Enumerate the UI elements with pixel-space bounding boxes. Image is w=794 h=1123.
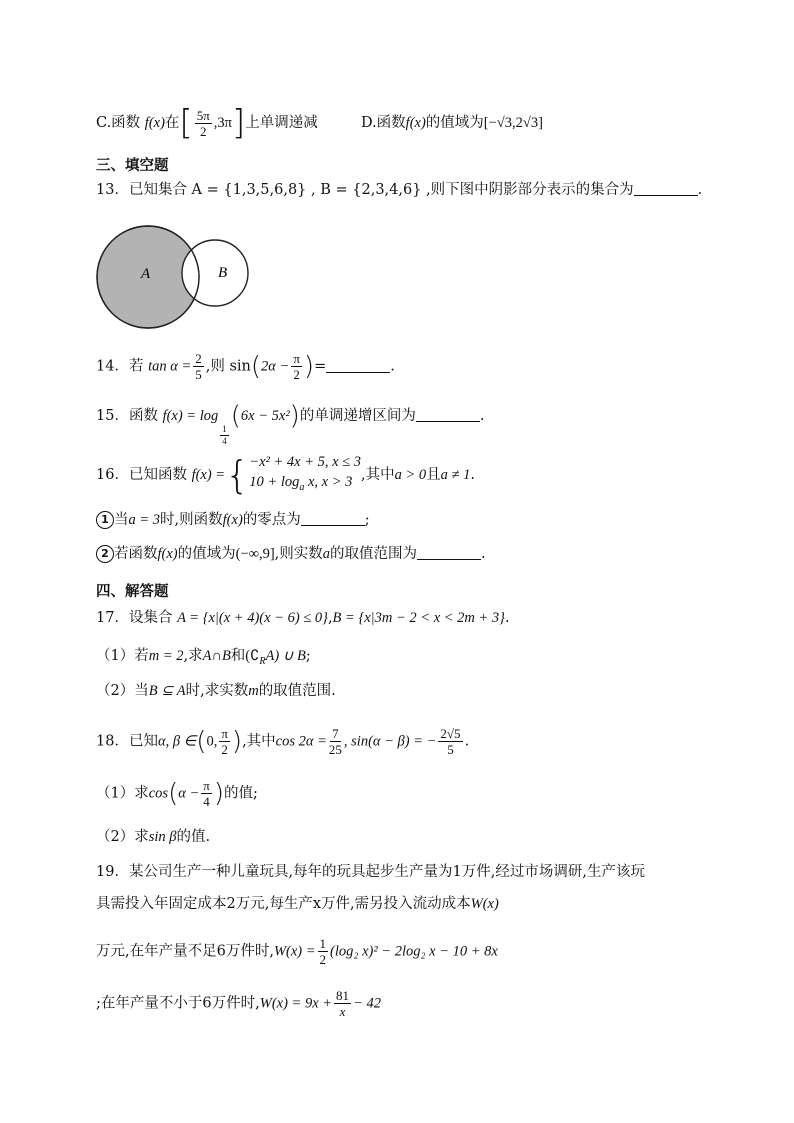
q17-line <box>96 607 510 629</box>
q15-end: . <box>479 408 485 424</box>
q16-a-not-one: a ≠ 1 <box>440 467 471 483</box>
q17-s2d: 的取值范围. <box>258 683 336 699</box>
q13-text: 13．已知集合 A = {1,3,5,6,8} , B = {2,3,4,6} ,则下图中阴影部分表示的集合为 . <box>96 182 703 198</box>
q16-case1: −x² + 4x + 5, x ≤ 3 <box>249 454 361 470</box>
option-d-fx: f(x) <box>405 115 426 131</box>
q16-p2f: 的取值范围为 <box>330 546 418 562</box>
q16-p2: 若函数 <box>114 546 158 562</box>
q16-p1b: 时,则函数 <box>160 512 223 528</box>
q15-arg: 6x − 5x² <box>240 408 290 424</box>
q17-s1: （1）若 <box>96 648 149 664</box>
q18-range-l: 0, <box>206 733 218 750</box>
paren-right: ) <box>213 778 224 809</box>
q17-s1b: ,求 <box>183 648 203 664</box>
q14-eq: = <box>314 358 327 375</box>
q17-s1g: ; <box>305 648 311 664</box>
q19-l4: ;在年产量不小于6万件时, <box>96 995 260 1012</box>
q16-p1a: a = 3 <box>128 512 161 528</box>
q15-expr: f(x) = log <box>162 408 219 424</box>
q16-fx: f(x) = <box>191 467 226 483</box>
option-c-right: ,3π <box>213 115 232 131</box>
q18-sub1 <box>96 779 258 808</box>
q19-l4w: W(x) = 9x + <box>259 995 333 1012</box>
option-c-suffix: 上单调递减 <box>245 115 318 131</box>
q18-head: 18．已知 <box>96 733 158 750</box>
paren-left: ( <box>196 726 207 757</box>
q18-end: . <box>464 733 470 750</box>
q17-head: 17．设集合 <box>96 610 173 626</box>
q18-s1c: 的值; <box>224 785 258 802</box>
q19-line2 <box>96 893 499 915</box>
q19-l2: 具需投入年固定成本2万元,每生产x万件,需另投入流动成本 <box>96 896 471 912</box>
q16-p2g: . <box>481 546 486 562</box>
q16-cases <box>249 452 361 498</box>
q14-arg: 2α − <box>261 358 290 375</box>
q19-l3w: W(x) = <box>273 943 316 960</box>
q18-pi-fraction: $\frac{\pi}{2}$ <box>221 726 228 757</box>
venn-diagram <box>96 220 256 340</box>
q17-s1d: 和 <box>230 648 246 664</box>
q15-log-base: $\frac{1}{4}$ <box>222 424 227 446</box>
q16-prefix: 16．已知函数 <box>96 467 187 483</box>
q18-line <box>96 727 469 756</box>
q16-and: 且 <box>426 467 441 483</box>
q16-p1e: ; <box>364 512 370 528</box>
q18-s2: （2）求 <box>96 829 149 845</box>
q16-part2 <box>96 543 486 565</box>
q16-end: . <box>470 467 475 483</box>
q17-sub1: （1）若m = 2,求A∩B和$(∁_RA)$ ∪ B; <box>96 648 311 667</box>
q17-sub2 <box>96 680 336 702</box>
q18-s2b: 的值. <box>176 829 211 845</box>
q14-prefix: 14．若 <box>96 358 144 375</box>
q16-p2e: a <box>322 546 331 562</box>
q18-sin: , sin(α − β) = − <box>343 733 437 750</box>
q16-line <box>96 452 475 498</box>
q14-answer-blank[interactable] <box>326 358 390 373</box>
option-d-range: [−√3,2√3] <box>483 115 543 131</box>
q19-line3 <box>96 937 498 966</box>
q16-part1 <box>96 509 370 531</box>
q18-s1: （1）求 <box>96 785 149 802</box>
q16-p2c: (−∞,9] <box>235 546 275 562</box>
q18-s1b: α − <box>178 785 200 802</box>
q16-p1: 当 <box>114 512 129 528</box>
q14-fraction: $\frac{2}{5}$ <box>195 351 202 382</box>
q13-statement: 13．已知集合 A = {1,3,5,6,8} , B = {2,3,4,6} ,则下图中阴影部分表示的集合为 <box>96 182 634 198</box>
bracket-right: ] <box>231 103 246 143</box>
venn-label-b: B <box>218 265 228 281</box>
q14-pi-fraction: $\frac{\pi}{2}$ <box>293 351 300 382</box>
q16-part1-marker: 1 <box>96 511 114 529</box>
q18-sin-fraction: $\frac{2√5}{5}$ <box>440 726 461 757</box>
q15-prefix: 15．函数 <box>96 408 158 424</box>
paren-left: ( <box>230 401 241 431</box>
q13-answer-blank[interactable] <box>634 181 698 196</box>
paren-right: ) <box>303 351 315 382</box>
q17-s1e: (∁ <box>245 648 260 664</box>
paren-left: ( <box>250 351 262 382</box>
q19-l2w: W(x) <box>470 896 499 912</box>
option-c-prefix: C.函数 <box>96 115 141 131</box>
q16-part1-blank[interactable] <box>301 511 365 526</box>
option-c-fraction: $\frac{5\pi}{2}$ <box>196 107 210 139</box>
q17-end: . <box>504 610 510 626</box>
q15-line <box>96 403 484 446</box>
q16-p2b: 的值域为 <box>177 546 236 562</box>
q17-set-b: B = {x|3m − 2 < x < 2m + 3} <box>332 610 505 626</box>
q14-mid: ,则 sin <box>205 358 251 375</box>
q18-sub2 <box>96 826 210 848</box>
q16-part2-marker: 2 <box>96 545 114 563</box>
bracket-left: [ <box>179 103 193 143</box>
q17-s1a: m = 2 <box>148 648 184 664</box>
q16-p2d: ,则实数 <box>274 546 323 562</box>
q17-set-a: A = {x|(x + 4)(x − 6) ≤ 0} <box>177 610 328 626</box>
q18-s1a: cos <box>148 785 169 802</box>
option-c-fx: f(x) <box>144 115 165 131</box>
option-d-mid: 的值域为 <box>425 115 484 131</box>
q17-s2b: 时,求实数 <box>185 683 249 699</box>
q16-p2a: f(x) <box>157 546 178 562</box>
q18-s2a: sin β <box>148 829 177 845</box>
section-fill-blank-title: 三、填空题 <box>96 158 169 174</box>
q14-end: . <box>390 358 395 375</box>
q18-cos-fraction: $\frac{7}{25}$ <box>328 726 342 757</box>
paren-left: ( <box>168 778 179 809</box>
q19-l3e: (log₂ x)² − 2log₂ x − 10 + 8x <box>330 943 498 960</box>
q19-half-fraction: $\frac{1}{2}$ <box>319 936 327 967</box>
q18-cos: cos 2α = <box>275 733 327 750</box>
q19-line4 <box>96 989 381 1018</box>
q16-brace: { <box>225 453 250 497</box>
q14-tan: tan α = <box>148 358 192 375</box>
q17-s2a: B ⊆ A <box>148 683 186 699</box>
q14-line <box>96 352 395 381</box>
q18-cond: ,其中 <box>242 733 276 750</box>
q17-s1c: A∩B <box>202 648 231 664</box>
q16-a-positive: a > 0 <box>394 467 427 483</box>
q16-case2: $10 + \log_a x$, x > 3 <box>249 474 353 493</box>
paren-right: ) <box>231 726 243 757</box>
q16-part2-blank[interactable] <box>417 545 481 560</box>
q18-s1-fraction: $\frac{\pi}{4}$ <box>203 778 210 809</box>
option-d-prefix: D.函数 <box>360 115 406 131</box>
q17-s1f: A) ∪ B <box>265 648 306 664</box>
q19-81x-fraction: $\frac{81}{x}$ <box>336 988 350 1019</box>
q16-cond: ,其中 <box>361 467 395 483</box>
q15-answer-blank[interactable] <box>416 407 480 422</box>
q17-comma: , <box>327 610 333 626</box>
q15-suffix: 的单调递增区间为 <box>299 408 416 424</box>
q19-line1: 19．某公司生产一种儿童玩具,每年的玩具起步生产量为1万件,经过市场调研,生产该玩 <box>96 864 646 880</box>
q16-p1d: 的零点为 <box>242 512 301 528</box>
q17-s2c: m <box>248 683 259 699</box>
q19-l3: 万元,在年产量不足6万件时, <box>96 943 274 960</box>
q12-options-line <box>96 103 543 143</box>
q17-s2: （2）当 <box>96 683 149 699</box>
section-answer-title: 四、解答题 <box>96 584 169 600</box>
q19-l4e: − 42 <box>353 995 381 1012</box>
q18-ab: α, β ∈ <box>157 733 197 750</box>
q16-p1c: f(x) <box>222 512 243 528</box>
paren-right: ) <box>289 401 300 431</box>
option-c-in: 在 <box>164 115 180 131</box>
venn-label-a: A <box>141 266 151 282</box>
